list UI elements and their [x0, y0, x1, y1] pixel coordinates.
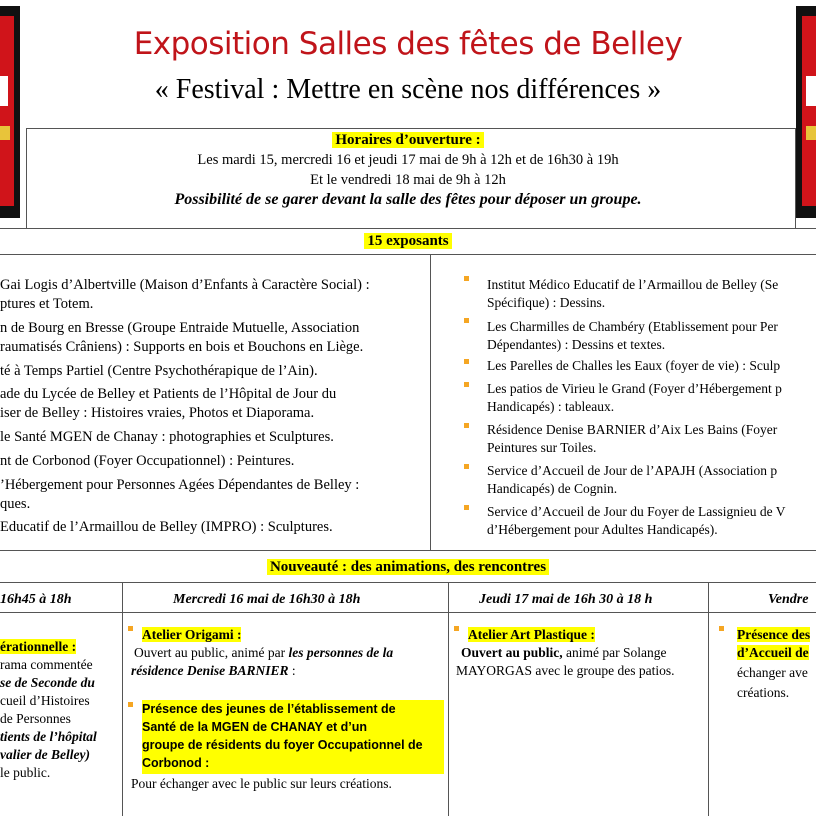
list-item: d’Hébergement pour Adultes Handicapés).: [487, 522, 718, 537]
novelty-heading: Nouveauté : des animations, des rencontres: [267, 559, 549, 575]
friday-header: Vendre: [768, 592, 809, 607]
tuesday-line: tients de l’hôpital: [0, 729, 97, 744]
tuesday-event-title: érationnelle :: [0, 639, 77, 654]
divider: [122, 582, 123, 816]
page-title: Exposition Salles des fêtes de Belley: [133, 26, 683, 62]
list-item: Institut Médico Educatif de l’Armaillou de Belley (Se: [487, 277, 779, 292]
divider: [708, 582, 709, 816]
bullet-icon: [454, 626, 459, 631]
origami-line-1: Ouvert au public, animé par les personnes de la: [134, 645, 394, 660]
bullet-icon: [464, 276, 469, 281]
page-subtitle: « Festival : Mettre en scène nos différences »: [154, 74, 662, 105]
hours-line-2: Et le vendredi 18 mai de 9h à 12h: [310, 172, 506, 188]
list-item: Les patios de Virieu le Grand (Foyer d’Hébergement p: [487, 381, 782, 396]
divider: [0, 550, 816, 551]
list-item: té à Temps Partiel (Centre Psychothérapique de l’Ain).: [0, 363, 318, 379]
art-workshop: Atelier Art Plastique :: [468, 627, 595, 642]
hours-heading-wrap: [0, 131, 816, 149]
list-item: Peintures sur Toiles.: [487, 440, 597, 455]
list-item: Handicapés) : tableaux.: [487, 399, 615, 414]
tuesday-line: valier de Belley): [0, 747, 90, 762]
list-item: Les Parelles de Challes les Eaux (foyer de vie) : Sculp: [487, 358, 781, 373]
bullet-icon: [464, 423, 469, 428]
list-item: Résidence Denise BARNIER d’Aix Les Bains (Foyer: [487, 422, 778, 437]
list-item: ptures et Totem.: [0, 296, 94, 312]
thursday-header: Jeudi 17 mai de 16h 30 à 18 h: [479, 592, 653, 607]
exhibitors-heading-wrap: [0, 232, 816, 250]
list-item: Les Charmilles de Chambéry (Etablissement pour Per: [487, 319, 778, 334]
art-line-1: Ouvert au public, animé par Solange: [461, 645, 667, 660]
list-item: ques.: [0, 496, 31, 512]
list-item: Spécifique) : Dessins.: [487, 295, 606, 310]
hours-heading: Horaires d’ouverture :: [332, 132, 483, 148]
divider: [0, 228, 816, 229]
hours-line-1: Les mardi 15, mercredi 16 et jeudi 17 mai de 9h à 12h et de 16h30 à 19h: [197, 152, 619, 168]
bullet-icon: [128, 702, 133, 707]
bullet-icon: [464, 359, 469, 364]
list-item: Service d’Accueil de Jour du Foyer de Lassignieu de V: [487, 504, 786, 519]
bullet-icon: [464, 318, 469, 323]
list-item: Gai Logis d’Albertville (Maison d’Enfants à Caractère Social) :: [0, 277, 370, 293]
list-item: ’Hébergement pour Personnes Agées Dépendantes de Belley :: [0, 477, 360, 493]
exchange-note: Pour échanger avec le public sur leurs créations.: [131, 776, 392, 791]
bullet-icon: [128, 626, 133, 631]
presence-line: Présence des jeunes de l’établissement de: [142, 702, 396, 716]
tuesday-header: 16h45 à 18h: [0, 592, 72, 607]
list-item: raumatisés Crâniens) : Supports en bois et Bouchons en Liège.: [0, 339, 364, 355]
bullet-icon: [464, 505, 469, 510]
list-item: ade du Lycée de Belley et Patients de l’Hôpital de Jour du: [0, 386, 337, 402]
friday-line: échanger ave: [737, 665, 808, 680]
friday-line: créations.: [737, 685, 790, 700]
bullet-icon: [464, 382, 469, 387]
list-item: Dépendantes) : Dessins et textes.: [487, 337, 666, 352]
tuesday-line: rama commentée: [0, 657, 93, 672]
presence-line: groupe de résidents du foyer Occupationnel de: [142, 738, 423, 752]
list-item: Educatif de l’Armaillou de Belley (IMPRO) : Sculptures.: [0, 519, 333, 535]
list-item: nt de Corbonod (Foyer Occupationnel) : Peintures.: [0, 453, 295, 469]
tuesday-line: de Personnes: [0, 711, 71, 726]
friday-line: Présence des: [737, 627, 811, 642]
art-line-2: MAYORGAS avec le groupe des patios.: [456, 663, 675, 678]
friday-line: d’Accueil de: [737, 645, 809, 660]
parking-note: Possibilité de se garer devant la salle des fêtes pour déposer un groupe.: [174, 191, 642, 208]
bullet-icon: [464, 464, 469, 469]
wednesday-header: Mercredi 16 mai de 16h30 à 18h: [173, 592, 361, 607]
tuesday-line: cueil d’Histoires: [0, 693, 90, 708]
bullet-icon: [719, 626, 724, 631]
tuesday-line: le public.: [0, 765, 51, 780]
tuesday-line: se de Seconde du: [0, 675, 95, 690]
presence-line: Santé de la MGEN de CHANAY et d’un: [142, 720, 368, 734]
divider: [430, 254, 431, 550]
exhibitors-heading: 15 exposants: [364, 233, 451, 249]
list-item: Service d’Accueil de Jour de l’APAJH (Association p: [487, 463, 778, 478]
list-item: n de Bourg en Bresse (Groupe Entraide Mutuelle, Association: [0, 320, 360, 336]
novelty-heading-wrap: [0, 558, 816, 576]
divider: [448, 582, 449, 816]
origami-workshop: Atelier Origami :: [142, 627, 242, 642]
list-item: Handicapés) de Cognin.: [487, 481, 618, 496]
divider: [0, 254, 816, 255]
origami-line-2: résidence Denise BARNIER :: [131, 663, 296, 678]
divider: [26, 128, 796, 129]
list-item: iser de Belley : Histoires vraies, Photos et Diaporama.: [0, 405, 315, 421]
presence-line: Corbonod :: [142, 756, 210, 770]
list-item: le Santé MGEN de Chanay : photographies et Sculptures.: [0, 429, 334, 445]
